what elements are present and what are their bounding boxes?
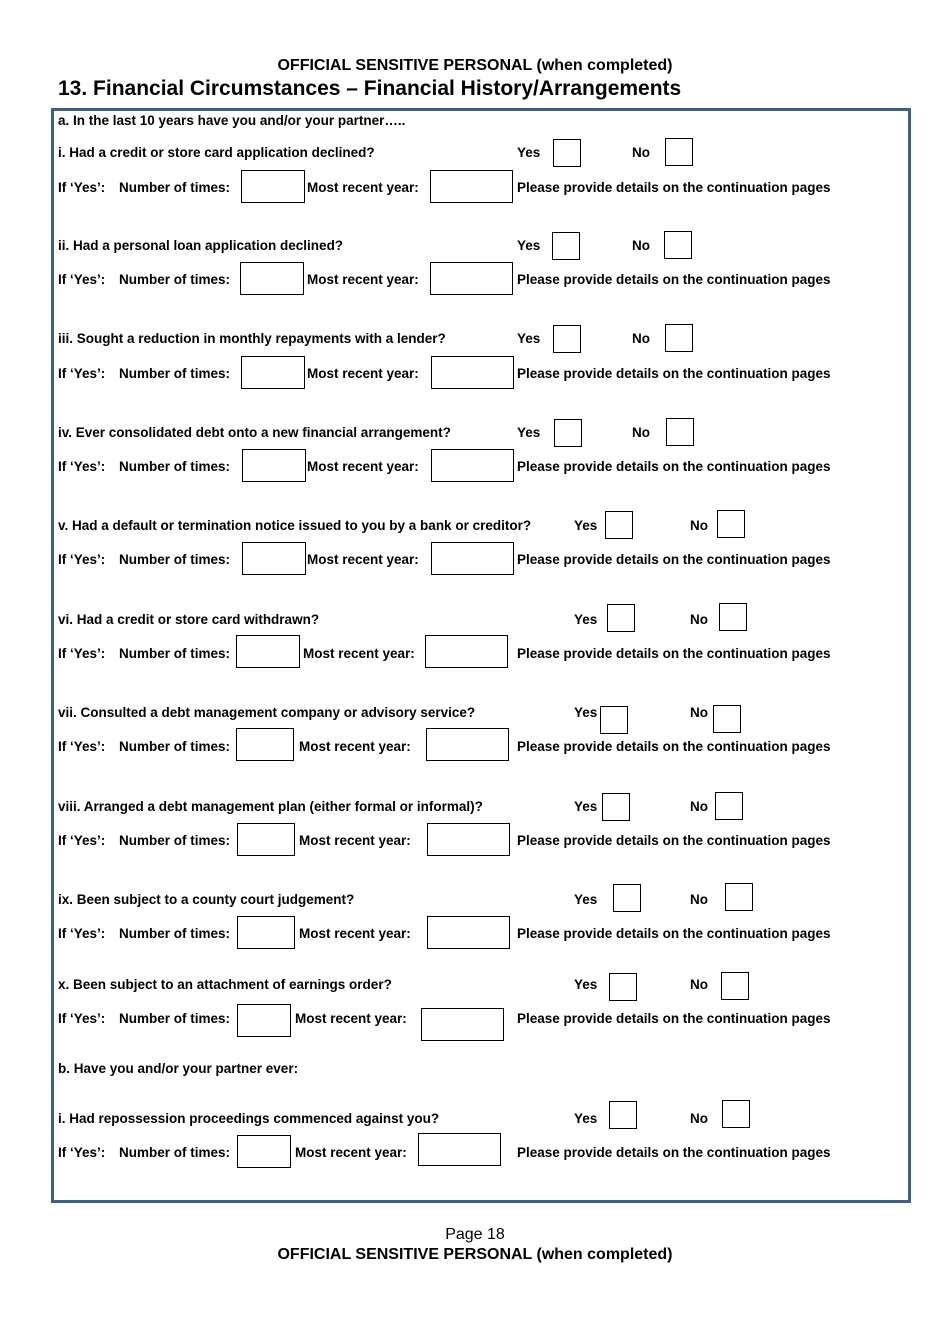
question-a3-details-note: Please provide details on the continuation pages xyxy=(517,366,831,381)
question-a1-times-label: Number of times: xyxy=(119,180,231,195)
question-a7-times-field[interactable] xyxy=(236,728,294,761)
question-a7-text: vii. Consulted a debt management company or advisory service? xyxy=(58,705,476,720)
question-a4-text: iv. Ever consolidated debt onto a new financial arrangement? xyxy=(58,425,451,440)
question-a2-details-note: Please provide details on the continuation pages xyxy=(517,272,831,287)
question-a4-yes-label: Yes xyxy=(517,425,541,440)
question-a5-times-field[interactable] xyxy=(242,542,306,575)
question-a7-no-label: No xyxy=(690,705,708,720)
question-a8-yes-checkbox[interactable] xyxy=(602,793,630,821)
question-a9-year-field[interactable] xyxy=(427,916,510,949)
question-a6-details-note: Please provide details on the continuation pages xyxy=(517,646,831,661)
question-a3-yes-label: Yes xyxy=(517,331,541,346)
question-a5-year-field[interactable] xyxy=(431,542,514,575)
question-a4-no-label: No xyxy=(632,425,650,440)
question-a7-if-yes-label: If ‘Yes’: xyxy=(58,739,106,754)
question-a10-times-field[interactable] xyxy=(237,1004,291,1037)
question-a9-times-label: Number of times: xyxy=(119,926,231,941)
page-title: 13. Financial Circumstances – Financial History/Arrangements xyxy=(58,77,682,100)
question-a5-times-label: Number of times: xyxy=(119,552,231,567)
question-a1-no-checkbox[interactable] xyxy=(665,138,693,166)
question-a2-no-checkbox[interactable] xyxy=(664,231,692,259)
question-a9-text: ix. Been subject to a county court judgement? xyxy=(58,892,355,907)
question-b1-times-field[interactable] xyxy=(237,1135,291,1168)
question-a3-text: iii. Sought a reduction in monthly repayments with a lender? xyxy=(58,331,446,346)
section-b-heading: b. Have you and/or your partner ever: xyxy=(58,1061,299,1076)
question-a4-year-field[interactable] xyxy=(431,449,514,482)
question-a3-no-label: No xyxy=(632,331,650,346)
question-a5-no-label: No xyxy=(690,518,708,533)
question-a4-if-yes-label: If ‘Yes’: xyxy=(58,459,106,474)
question-a1-year-label: Most recent year: xyxy=(307,180,419,195)
question-a6-year-label: Most recent year: xyxy=(303,646,415,661)
question-a3-no-checkbox[interactable] xyxy=(665,324,693,352)
question-a7-year-label: Most recent year: xyxy=(299,739,411,754)
question-a10-yes-checkbox[interactable] xyxy=(609,973,637,1001)
question-a8-if-yes-label: If ‘Yes’: xyxy=(58,833,106,848)
question-a9-no-label: No xyxy=(690,892,708,907)
question-a9-yes-checkbox[interactable] xyxy=(613,884,641,912)
question-a5-year-label: Most recent year: xyxy=(307,552,419,567)
question-a1-if-yes-label: If ‘Yes’: xyxy=(58,180,106,195)
question-a10-if-yes-label: If ‘Yes’: xyxy=(58,1011,106,1026)
question-a6-times-label: Number of times: xyxy=(119,646,231,661)
question-a6-no-label: No xyxy=(690,612,708,627)
question-a6-text: vi. Had a credit or store card withdrawn? xyxy=(58,612,320,627)
question-a10-text: x. Been subject to an attachment of earnings order? xyxy=(58,977,392,992)
section-a-heading: a. In the last 10 years have you and/or your partner….. xyxy=(58,113,406,128)
question-a8-times-field[interactable] xyxy=(237,823,295,856)
question-a10-no-label: No xyxy=(690,977,708,992)
question-a1-yes-checkbox[interactable] xyxy=(553,139,581,167)
question-a10-details-note: Please provide details on the continuation pages xyxy=(517,1011,831,1026)
question-a2-yes-checkbox[interactable] xyxy=(552,232,580,260)
question-a2-times-label: Number of times: xyxy=(119,272,231,287)
question-a1-no-label: No xyxy=(632,145,650,160)
question-a8-times-label: Number of times: xyxy=(119,833,231,848)
question-a1-details-note: Please provide details on the continuation pages xyxy=(517,180,831,195)
question-a5-yes-label: Yes xyxy=(574,518,598,533)
question-a10-year-field[interactable] xyxy=(421,1008,504,1041)
question-a1-yes-label: Yes xyxy=(517,145,541,160)
question-a7-no-checkbox[interactable] xyxy=(713,705,741,733)
question-a9-yes-label: Yes xyxy=(574,892,598,907)
question-a5-yes-checkbox[interactable] xyxy=(605,511,633,539)
question-a6-yes-label: Yes xyxy=(574,612,598,627)
question-b1-times-label: Number of times: xyxy=(119,1145,231,1160)
question-a7-year-field[interactable] xyxy=(426,728,509,761)
question-a6-yes-checkbox[interactable] xyxy=(607,604,635,632)
question-a3-yes-checkbox[interactable] xyxy=(553,325,581,353)
question-a7-times-label: Number of times: xyxy=(119,739,231,754)
question-a7-details-note: Please provide details on the continuation pages xyxy=(517,739,831,754)
question-a4-details-note: Please provide details on the continuation pages xyxy=(517,459,831,474)
question-b1-no-checkbox[interactable] xyxy=(722,1100,750,1128)
classification-header: OFFICIAL SENSITIVE PERSONAL (when completed) xyxy=(277,57,673,74)
question-a10-year-label: Most recent year: xyxy=(295,1011,407,1026)
question-a7-yes-checkbox[interactable] xyxy=(600,706,628,734)
question-a8-no-checkbox[interactable] xyxy=(715,792,743,820)
question-a9-year-label: Most recent year: xyxy=(299,926,411,941)
question-b1-no-label: No xyxy=(690,1111,708,1126)
classification-footer: OFFICIAL SENSITIVE PERSONAL (when completed) xyxy=(277,1246,673,1263)
question-a9-if-yes-label: If ‘Yes’: xyxy=(58,926,106,941)
question-a8-yes-label: Yes xyxy=(574,799,598,814)
question-b1-yes-label: Yes xyxy=(574,1111,598,1126)
question-b1-year-label: Most recent year: xyxy=(295,1145,407,1160)
question-a4-year-label: Most recent year: xyxy=(307,459,419,474)
question-a2-if-yes-label: If ‘Yes’: xyxy=(58,272,106,287)
question-a2-times-field[interactable] xyxy=(240,262,304,295)
page-number: Page 18 xyxy=(445,1226,505,1243)
question-a2-no-label: No xyxy=(632,238,650,253)
question-a10-yes-label: Yes xyxy=(574,977,598,992)
question-a2-text: ii. Had a personal loan application declined? xyxy=(58,238,344,253)
question-b1-year-field[interactable] xyxy=(418,1133,501,1166)
question-a8-details-note: Please provide details on the continuation pages xyxy=(517,833,831,848)
question-a1-text: i. Had a credit or store card application declined? xyxy=(58,145,375,160)
question-a3-if-yes-label: If ‘Yes’: xyxy=(58,366,106,381)
question-a5-no-checkbox[interactable] xyxy=(717,510,745,538)
question-a8-year-label: Most recent year: xyxy=(299,833,411,848)
question-a10-times-label: Number of times: xyxy=(119,1011,231,1026)
question-a9-times-field[interactable] xyxy=(237,916,295,949)
question-a8-text: viii. Arranged a debt management plan (either formal or informal)? xyxy=(58,799,483,814)
question-a4-times-field[interactable] xyxy=(242,449,306,482)
question-a9-no-checkbox[interactable] xyxy=(725,883,753,911)
question-a6-year-field[interactable] xyxy=(425,635,508,668)
question-a2-year-field[interactable] xyxy=(430,262,513,295)
question-a1-times-field[interactable] xyxy=(241,170,305,203)
question-a8-no-label: No xyxy=(690,799,708,814)
question-a3-year-field[interactable] xyxy=(431,356,514,389)
question-a6-if-yes-label: If ‘Yes’: xyxy=(58,646,106,661)
question-b1-yes-checkbox[interactable] xyxy=(609,1101,637,1129)
question-a1-year-field[interactable] xyxy=(430,170,513,203)
question-a8-year-field[interactable] xyxy=(427,823,510,856)
question-a3-year-label: Most recent year: xyxy=(307,366,419,381)
question-a5-text: v. Had a default or termination notice issued to you by a bank or creditor? xyxy=(58,518,532,533)
question-a2-year-label: Most recent year: xyxy=(307,272,419,287)
question-a3-times-field[interactable] xyxy=(241,356,305,389)
question-a4-times-label: Number of times: xyxy=(119,459,231,474)
question-a9-details-note: Please provide details on the continuation pages xyxy=(517,926,831,941)
question-a7-yes-label: Yes xyxy=(574,705,598,720)
question-a3-times-label: Number of times: xyxy=(119,366,231,381)
question-a2-yes-label: Yes xyxy=(517,238,541,253)
question-a5-if-yes-label: If ‘Yes’: xyxy=(58,552,106,567)
question-a5-details-note: Please provide details on the continuation pages xyxy=(517,552,831,567)
question-a4-no-checkbox[interactable] xyxy=(666,418,694,446)
question-a6-times-field[interactable] xyxy=(236,635,300,668)
question-b1-text: i. Had repossession proceedings commenced against you? xyxy=(58,1111,440,1126)
question-a4-yes-checkbox[interactable] xyxy=(554,419,582,447)
question-b1-if-yes-label: If ‘Yes’: xyxy=(58,1145,106,1160)
question-a6-no-checkbox[interactable] xyxy=(719,603,747,631)
question-b1-details-note: Please provide details on the continuation pages xyxy=(517,1145,831,1160)
question-a10-no-checkbox[interactable] xyxy=(721,972,749,1000)
